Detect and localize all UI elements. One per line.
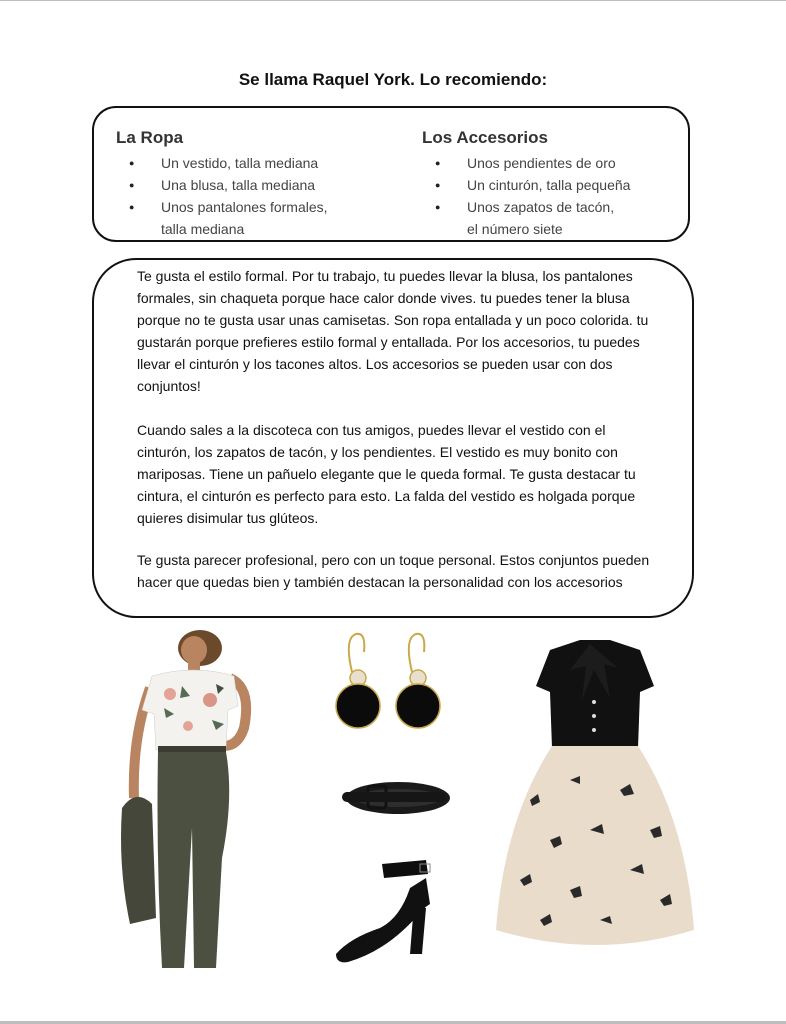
butterfly-dress-photo xyxy=(490,630,700,960)
list-item: ● Un vestido, talla mediana xyxy=(116,152,328,174)
list-item-continuation: talla mediana xyxy=(161,221,245,237)
top-rule xyxy=(0,0,786,1)
earrings-photo xyxy=(330,630,442,730)
blouse-and-trousers-photo xyxy=(112,628,262,968)
clothing-list xyxy=(116,152,328,240)
recommendation-list-box xyxy=(92,106,690,242)
accessories-list xyxy=(422,152,630,240)
clothing-heading: La Ropa xyxy=(116,128,184,147)
list-item: ● Unos pantalones formales, xyxy=(116,196,328,218)
list-item: ● Un cinturón, talla pequeña xyxy=(422,174,630,196)
description-box xyxy=(92,258,694,618)
accessories-heading: Los Accesorios xyxy=(422,128,548,147)
list-item: ● Unos pendientes de oro xyxy=(422,152,630,174)
heel-shoe-photo xyxy=(330,858,442,968)
paragraph-work-outfit: Te gusta el estilo formal. Por tu trabajo, tu puedes llevar la blusa, los pantalones formales, sin chaqueta porque hace calor donde vives. tu puedes tener la blusa porque no te gusta usar unas camisetas. Son ropa entallada y un poco colorida. tu gustarán porque prefieres estilo formal y entallada. Por los accesorios, tu puedes llevar el cinturón y los tacones altos. Los accesorios se pueden usar con dos conjuntos! xyxy=(137,268,649,394)
clothing-column xyxy=(116,128,328,240)
accessories-column xyxy=(422,128,630,240)
list-item: ● Una blusa, talla mediana xyxy=(116,174,328,196)
paragraph-summary: Te gusta parecer profesional, pero con un toque personal. Estos conjuntos pueden hacer que quedas bien y también destacan la personalidad con los accesorios xyxy=(137,552,650,590)
list-item: ● Unos zapatos de tacón, xyxy=(422,196,630,218)
list-item-continuation: el número siete xyxy=(467,221,563,237)
page-title: Se llama Raquel York. Lo recomiendo: xyxy=(238,70,548,89)
belt-photo xyxy=(338,770,450,820)
paragraph-night-outfit: Cuando sales a la discoteca con tus amigos, puedes llevar el vestido con el cinturón, los zapatos de tacón, y los pendientes. El vestido es muy bonito con mariposas. Tiene un pañuelo elegante que le queda formal. Te gusta destacar tu cintura, el cinturón es perfecto para esto. La falda del vestido es holgada porque quieres disimular tus glúteos. xyxy=(137,422,636,526)
